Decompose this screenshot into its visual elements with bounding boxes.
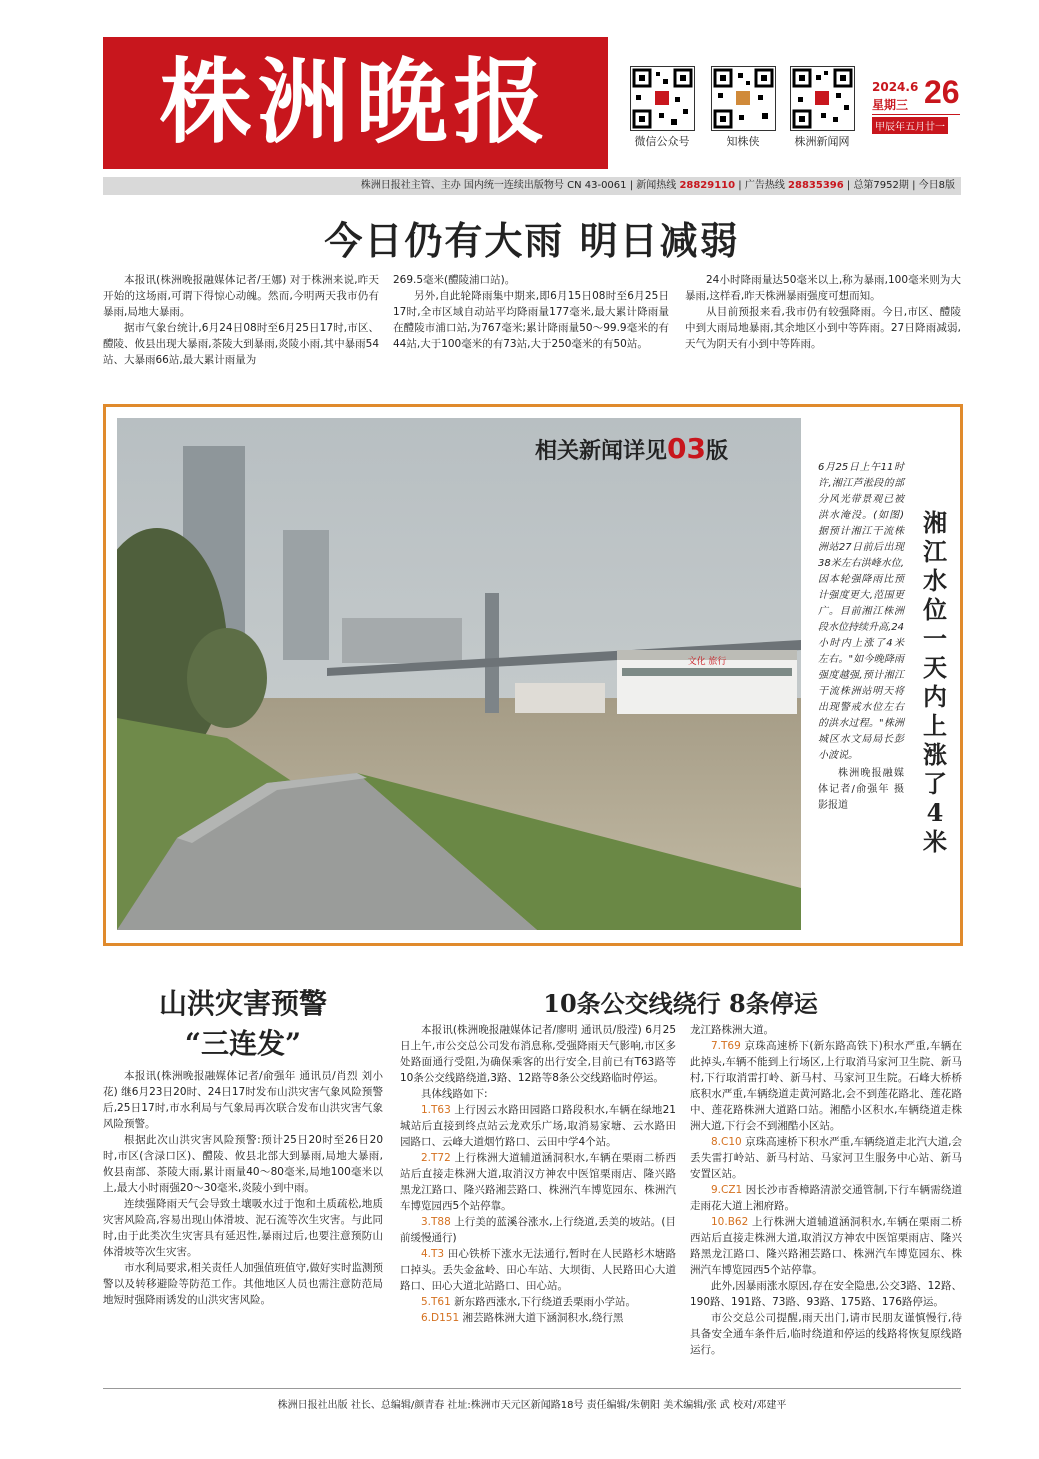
weekday: 星期三: [872, 98, 909, 112]
qr-caption: 微信公众号: [634, 135, 690, 148]
info-bar: 株洲日报社主管、主办 国内统一连续出版物号 CN 43-0061 | 新闻热线 28829110 | 广告热线 28835396 | 总第7952期 | 今日8版: [103, 177, 961, 195]
ad-hotline: 28835396: [788, 180, 844, 191]
route-item: [690, 1038, 962, 1134]
route-text: 上行株洲大道辅道涵洞积水,车辆在栗雨二桥西站后直接走株洲大道,取消汉方神农中医馆栗雨店、隆兴路黑龙江路口、隆兴路湘芸路口、株洲汽车博览园东、株洲汽车博览园西5个站停靠。: [690, 1216, 962, 1276]
paragraph: 本报讯(株洲晚报融媒体记者/王娜) 对于株洲来说,昨天开始的这场雨,可谓下得惊心动魄。然而,今明两天我市仍有暴雨,局地大暴雨。: [103, 274, 379, 318]
paragraph: 具体线路如下:: [421, 1088, 488, 1100]
lead-column-3: [685, 272, 961, 352]
qr-caption: 知株侠: [726, 135, 760, 148]
paragraph: 据市气象台统计,6月24日08时至6月25日17时,市区、醴陵、攸县出现大暴雨,茶陵大到暴雨,炎陵小雨,其中暴雨54站、大暴雨66站,最大累计雨量为: [103, 322, 379, 366]
newspaper-title: 株洲晚报: [159, 48, 552, 156]
qr-news-site[interactable]: [790, 66, 862, 149]
route-number: 3.T88: [421, 1216, 451, 1228]
route-number: 2.T72: [421, 1152, 451, 1164]
masthead: [103, 37, 608, 169]
route-item: [400, 1310, 676, 1326]
lead-column-1: [103, 272, 379, 368]
qr-code-icon: [630, 66, 695, 131]
page-count: 今日8版: [918, 180, 955, 191]
route-item: [400, 1150, 676, 1214]
news-hotline: 28829110: [679, 180, 736, 191]
paragraph: 本报讯(株洲晚报融媒体记者/俞强年 通讯员/肖烈 刘小花) 继6月23日20时、24日17时发布山洪灾害气象风险预警后,25日17时,市水利局与气象局再次联合发布山洪灾害气象风险预警。: [103, 1070, 383, 1130]
date-year-month: 2024.6: [872, 80, 919, 94]
paragraph: 另外,自此轮降雨集中期来,即6月15日08时至6月25日17时,全市区域自动站平均降雨量177毫米,最大累计降雨量在醴陵市浦口站,为767毫米;累计降雨量50～99.9毫米的有44站,大于100毫米的有73站,大于250毫米的有50站。: [393, 290, 669, 350]
route-text: 上行因云水路田园路口路段积水,车辆在绿地21城站后直接到终点站云龙欢乐广场,取消易家塘、云水路田园路口、云峰大道烟竹路口、云田中学4个站。: [400, 1104, 676, 1148]
route-item: [400, 1102, 676, 1150]
dateline: [872, 80, 918, 113]
side-story-text: 6月25日上午11时许,湘江芦淞段的部分风光带景观已被洪水淹没。(如图)据预计湘江干流株洲站27日前后出现38米左右洪峰水位,因本轮强降雨比预计强度更大,范围更广。目前湘江株洲段水位持续升高,24小时内上涨了4米左右。"如今晚降雨强度越强,预计湘江干流株洲站明天将出现警戒水位左右的洪水过程。"株洲城区水文局局长彭小波说。: [818, 462, 904, 761]
publisher-info: 株洲日报社主管、主办 国内统一连续出版物号 CN 43-0061: [360, 180, 627, 191]
lead-column-2: [393, 272, 669, 352]
route-number: 4.T3: [421, 1248, 445, 1260]
paragraph: 龙江路株洲大道。: [690, 1024, 774, 1036]
route-item: [690, 1214, 962, 1278]
route-text: 上行美的蓝溪谷涨水,上行绕道,丢美的坡站。(目前缓慢通行): [400, 1216, 676, 1244]
route-number: 8.C10: [711, 1136, 742, 1148]
route-text: 京珠高速桥下(新东路高铁下)积水严重,车辆在此掉头,车辆不能到上行场区,上行取消马家河卫生院、新马村,下行取消雷打岭、新马村、马家河卫生院。石峰大桥桥底积水严重,车辆绕道走黄河路北,会不到莲花路北、莲花路中、莲花路株洲大道路口站。湘酷小区积水,车辆绕道走株洲大道,下行会不到湘酷小区站。: [690, 1040, 963, 1132]
qr-caption: 株洲新闻网: [794, 135, 850, 148]
flood-title-line-1: 山洪灾害预警: [158, 987, 327, 1020]
route-number: 1.T63: [421, 1104, 451, 1116]
footer-credits: 株洲日报社出版 社长、总编辑/颜青春 社址:株洲市天元区新闻路18号 责任编辑/朱朝阳 美术编辑/张 武 校对/邓建平: [277, 1400, 787, 1411]
qr-code-icon: [711, 66, 776, 131]
bus-article-col-2: [690, 1022, 962, 1358]
route-number: 7.T69: [711, 1040, 741, 1052]
main-headline: 今日仍有大雨 明日减弱: [324, 219, 740, 263]
date-day: 26: [924, 74, 960, 110]
route-text: 湘芸路株洲大道下涵洞积水,绕行黑: [462, 1312, 624, 1324]
paragraph: 本报讯(株洲晚报融媒体记者/廖明 通讯员/殷滢) 6月25日上午,市公交总公司发布消息称,受强降雨天气影响,市区多处路面通行受阻,为确保乘客的出行安全,目前已有T63路等10条公交线路绕道,3路、12路等8条公交线路临时停运。: [400, 1024, 676, 1084]
footer-divider: [103, 1388, 961, 1389]
related-suffix: 版: [705, 439, 728, 464]
route-text: 因长沙市香樟路清淤交通管制,下行车辆需绕道走雨花大道上湘府路。: [690, 1184, 962, 1212]
route-text: 新东路西涨水,下行绕道丢栗雨小学站。: [454, 1296, 636, 1308]
paragraph: 连续强降雨天气会导致土壤吸水过于饱和土质疏松,地质灾害风险高,容易出现山体滑坡、泥石流等次生灾害。与此同时,由于此类次生灾害具有延迟性,暴雨过后,也要注意预防山体滑坡等次生灾害。: [103, 1198, 383, 1258]
side-story-body: [818, 460, 904, 814]
related-page-number: 03: [667, 432, 706, 465]
route-item: [400, 1294, 676, 1310]
qr-zhizhuxia[interactable]: [711, 66, 783, 149]
bus-article-col-1: [400, 1022, 676, 1326]
side-story-headline: 湘江水位一天内上涨了4米: [923, 508, 947, 856]
lunar-date: 甲辰年五月廿一: [872, 117, 948, 134]
flood-article-body: [103, 1068, 383, 1308]
route-number: 10.B62: [711, 1216, 749, 1228]
hotline-label: 新闻热线: [636, 180, 677, 191]
route-text: 上行株洲大道辅道涵洞积水,车辆在栗雨二桥西站后直接走株洲大道,取消汉方神农中医馆栗雨店、隆兴路黑龙江路口、隆兴路湘芸路口、株洲汽车博览园东、株洲汽车博览园西5个站停靠。: [400, 1152, 676, 1212]
side-story-byline: 株洲晚报融媒体记者/俞强年 摄影报道: [818, 768, 904, 811]
flood-photo[interactable]: [117, 418, 801, 930]
route-item: [400, 1214, 676, 1246]
paragraph: 市水利局要求,相关责任人加强值班值守,做好实时监测预警以及转移避险等防范工作。其他地区人员也需注意防范局地短时强降雨诱发的山洪灾害风险。: [103, 1262, 383, 1306]
qr-code-icon: [790, 66, 855, 131]
ship-sign: 文化 旅行: [687, 657, 727, 667]
ad-label: 广告热线: [744, 180, 785, 191]
route-text: 田心铁桥下涨水无法通行,暂时在人民路杉木塘路口掉头。丢失金盆岭、田心车站、大坝街、人民路田心大道路口、田心大道北站路口、田心站。: [400, 1248, 676, 1292]
route-number: 6.D151: [421, 1312, 460, 1324]
paragraph: 此外,因暴雨涨水原因,存在安全隐患,公交3路、12路、190路、191路、73路、93路、175路、176路停运。: [690, 1280, 962, 1308]
bus-article-title: 10条公交线绕行 8条停运: [543, 989, 818, 1018]
paragraph: 24小时降雨量达50毫米以上,称为暴雨,100毫米则为大暴雨,这样看,昨天株洲暴雨强度可想而知。: [685, 274, 961, 302]
route-text: 京珠高速桥下积水严重,车辆绕道走北汽大道,会丢失雷打岭站、新马村站、马家河卫生服务中心站、新马安置区站。: [690, 1136, 962, 1180]
route-item: [400, 1246, 676, 1294]
flood-article-title: [103, 982, 383, 1062]
related-news-banner[interactable]: [535, 432, 728, 465]
paragraph: 从目前预报来看,我市仍有较强降雨。今日,市区、醴陵中到大雨局地暴雨,其余地区小到中等阵雨。27日降雨减弱,天气为阴天有小到中等阵雨。: [685, 306, 961, 350]
route-number: 5.T61: [421, 1296, 451, 1308]
route-item: [690, 1134, 962, 1182]
qr-wechat[interactable]: [630, 66, 702, 149]
paragraph: 269.5毫米(醴陵浦口站)。: [393, 274, 516, 286]
paragraph: 根据此次山洪灾害风险预警:预计25日20时至26日20时,市区(含渌口区)、醴陵、攸县北部大到暴雨,局地大暴雨,攸县南部、茶陵大雨,累计雨量40～80毫米,局地100毫米以上,最大小时雨强20～30毫米,炎陵小到中雨。: [103, 1134, 383, 1194]
issue-number: 总第7952期: [853, 180, 909, 191]
route-item: [690, 1182, 962, 1214]
related-prefix: 相关新闻详见: [535, 439, 668, 464]
flood-title-line-2: “三连发”: [184, 1027, 302, 1060]
route-number: 9.CZ1: [711, 1184, 743, 1196]
paragraph: 市公交总公司提醒,雨天出门,请市民朋友谨慎慢行,待具备安全通车条件后,临时绕道和停运的线路将恢复原线路运行。: [690, 1312, 962, 1356]
